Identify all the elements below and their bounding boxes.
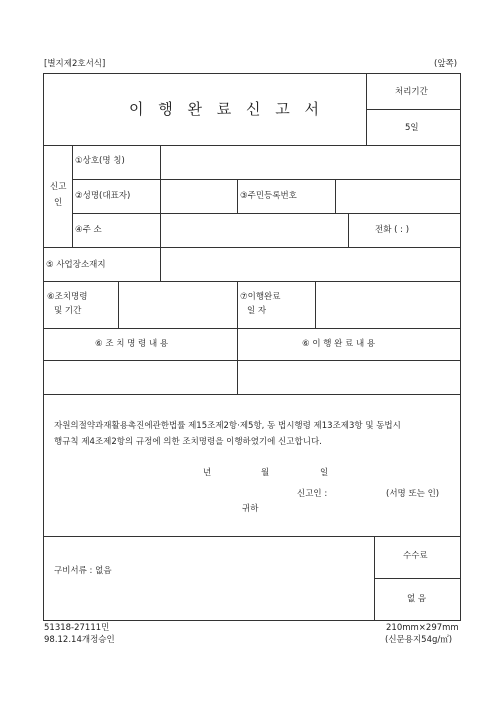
fee-label: 수수료 [403, 551, 428, 561]
approval-date: 98.12.14개정승인 [44, 635, 115, 645]
representative-name-field[interactable] [161, 180, 236, 212]
address-label: ④주 소 [75, 225, 102, 235]
completion-date-field[interactable] [316, 282, 459, 327]
workplace-location-label: ⑤ 사업장소재지 [46, 260, 106, 270]
address-field[interactable] [161, 214, 347, 246]
completion-date-label: ⑦이행완료 [240, 292, 281, 302]
company-name-field[interactable] [161, 146, 459, 178]
date-day-label: 일 [320, 468, 329, 478]
order-content-field[interactable] [44, 361, 236, 393]
processing-period-label: 처리기간 [395, 87, 428, 97]
representative-name-label: ②성명(대표자) [75, 191, 131, 201]
declaration-text-cont: 행규칙 제4조제2항의 규정에 의한 조치명령을 이행하였기에 신고합니다. [54, 437, 322, 447]
reporter-label-cont: 인 [54, 198, 63, 208]
paper-size: 210mm×297mm [386, 623, 459, 633]
attachments-label: 구비서류 : 없음 [54, 566, 112, 576]
processing-period-value: 5일 [405, 123, 419, 133]
workplace-location-field[interactable] [161, 248, 459, 280]
order-period-field[interactable] [119, 282, 236, 327]
form-code: 51318-27111민 [44, 623, 110, 633]
resident-number-field[interactable] [336, 180, 459, 212]
addressee-label: 귀하 [242, 504, 259, 514]
declaration-text: 자원의절약과재활용촉진에관한법률 제15조제2항‧제5항, 동 법시행령 제13조제3항 및 동법시 [54, 421, 401, 431]
completion-date-label-cont: 일 자 [247, 306, 267, 316]
date-month-label: 월 [261, 468, 270, 478]
phone-label: 전화 ( : ) [375, 225, 410, 235]
form-number: [별지제2호서식] [44, 59, 106, 69]
order-content-header: ⑥ 조 치 명 령 내 용 [95, 339, 169, 349]
order-period-label-cont: 및 기간 [54, 306, 82, 316]
form-title: 이 행 완 료 신 고 서 [129, 100, 325, 118]
page-side-label: (앞쪽) [434, 59, 458, 69]
company-name-label: ①상호(명 칭) [75, 156, 125, 166]
completion-content-header: ⑥ 이 행 완 료 내 용 [302, 339, 376, 349]
signature-label: 신고인 : [297, 489, 328, 499]
paper-type: (신문용지54g/㎡) [385, 635, 453, 645]
signature-note: (서명 또는 인) [386, 489, 440, 499]
date-year-label: 년 [203, 468, 212, 478]
fee-value: 없 음 [407, 594, 427, 604]
resident-number-label: ③주민등록번호 [240, 191, 297, 201]
order-period-label: ⑥조치명령 [47, 292, 88, 302]
reporter-label: 신고 [50, 182, 67, 192]
completion-content-field[interactable] [238, 361, 459, 393]
